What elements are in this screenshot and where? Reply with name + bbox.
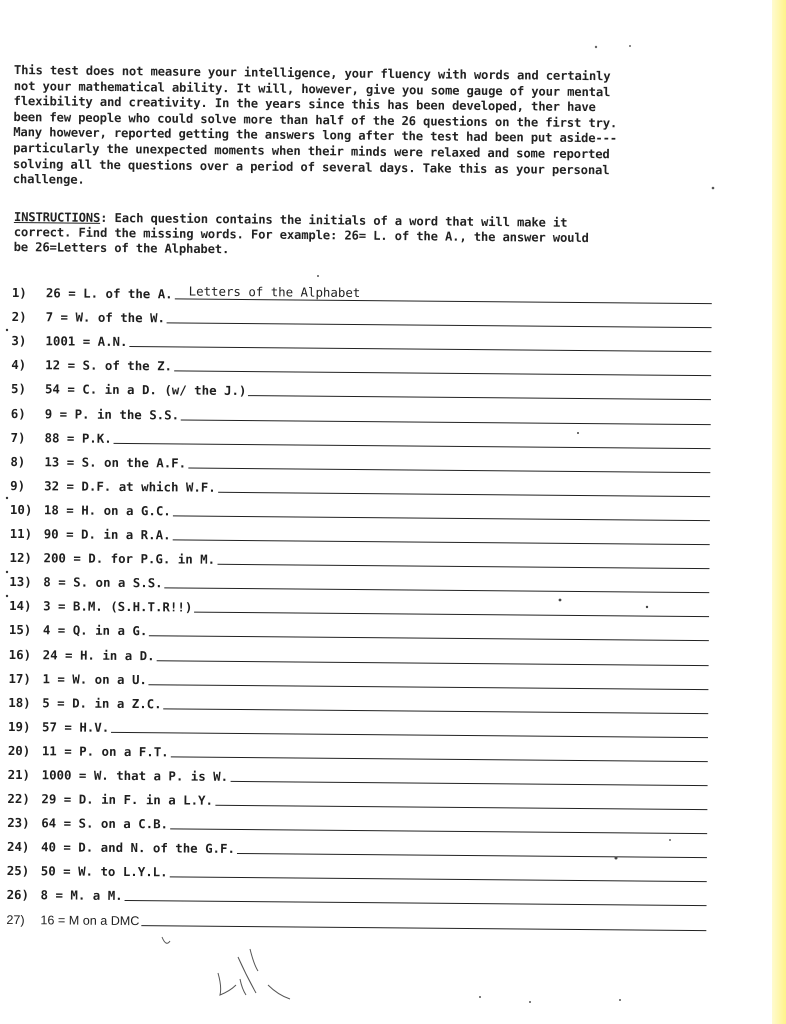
question-number: 3) bbox=[11, 333, 27, 349]
question-text: 50 = W. to L.Y.L. bbox=[40, 863, 168, 880]
question-number: 16) bbox=[8, 646, 32, 662]
question-number: 23) bbox=[7, 815, 30, 831]
question-text: 12 = S. of the Z. bbox=[45, 357, 173, 374]
question-text: 54 = C. in a D. (w/ the J.) bbox=[44, 381, 247, 399]
question-number: 25) bbox=[6, 863, 30, 879]
question-number: 5) bbox=[10, 381, 27, 397]
question-text: 3 = B.M. (S.H.T.R!!) bbox=[43, 598, 193, 615]
question-number: 6) bbox=[10, 405, 26, 421]
intro-paragraph: This test does not measure your intelligence, your fluency with words and certainly not your mathematical ability. It will, however, give you some gauge of your mental flexibility and creativity. In the years since this has been developed, ther have been few people who could solve more than half of the 26 questions on the first try. Many however, reported getting the answers long after the test had been put aside--- particularly the unexpected moments when their minds were relaxed and some reported solving all the questions over a period of several days. Take this as your personal challenge. bbox=[12, 63, 618, 187]
question-number: 17) bbox=[8, 670, 31, 686]
question-text: 90 = D. in a R.A. bbox=[43, 526, 171, 543]
question-number: 7) bbox=[10, 429, 26, 445]
question-number: 4) bbox=[11, 357, 27, 373]
question-text: 7 = W. of the W. bbox=[45, 309, 166, 326]
question-number: 19) bbox=[8, 718, 31, 734]
question-text: 1000 = W. that a P. is W. bbox=[41, 767, 229, 784]
question-text: 8 = M. a M. bbox=[40, 887, 123, 904]
question-text: 13 = S. on the A.F. bbox=[44, 454, 187, 471]
question-text: 18 = H. on a G.C. bbox=[43, 502, 171, 519]
question-text: 5 = D. in a Z.C. bbox=[42, 694, 162, 712]
question-number: 22) bbox=[7, 791, 30, 807]
question-number: 13) bbox=[9, 574, 32, 590]
question-number: 26) bbox=[6, 887, 30, 903]
question-text: 9 = P. in the S.S. bbox=[44, 405, 180, 423]
question-number: 2) bbox=[11, 309, 27, 325]
question-text: 57 = H.V. bbox=[42, 719, 110, 735]
question-text: 8 = S. on a S.S. bbox=[43, 574, 163, 591]
question-number: 8) bbox=[10, 453, 26, 469]
question-number: 20) bbox=[7, 742, 31, 759]
question-text: 29 = D. in F. in a L.Y. bbox=[41, 791, 214, 808]
question-number: 10) bbox=[9, 501, 33, 518]
question-number: 9) bbox=[10, 477, 26, 493]
question-text: 24 = H. in a D. bbox=[42, 646, 155, 663]
answer-line[interactable]: Letters of the Alphabet bbox=[175, 285, 712, 305]
question-number: 1) bbox=[11, 285, 27, 301]
question-number: 12) bbox=[9, 550, 32, 566]
instructions-label: INSTRUCTIONS bbox=[13, 210, 101, 225]
question-text: 4 = Q. in a G. bbox=[42, 622, 148, 639]
question-number: 15) bbox=[8, 622, 32, 638]
question-text: 16 = M on a DMC bbox=[40, 912, 140, 928]
question-text: 88 = P.K. bbox=[44, 429, 112, 446]
question-number: 24) bbox=[6, 839, 30, 855]
question-number: 14) bbox=[9, 598, 32, 614]
question-text: 40 = D. and N. of the G.F. bbox=[40, 839, 236, 857]
question-text: 200 = D. for P.G. in M. bbox=[43, 550, 216, 567]
question-text: 11 = P. on a F.T. bbox=[41, 743, 169, 760]
question-number: 11) bbox=[9, 526, 33, 542]
instructions-text: : Each question contains the initials of a word that will make it correct. Find the missing words. For example: 26= L. of the A., the answer would be 26=Letters of the Alphabet. bbox=[13, 210, 589, 257]
question-number: 27) bbox=[6, 912, 25, 927]
question-text: 64 = S. on a C.B. bbox=[41, 815, 169, 832]
question-text: 1001 = A.N. bbox=[45, 333, 128, 350]
question-text: 26 = L. of the A. bbox=[45, 285, 173, 302]
question-number: 21) bbox=[7, 766, 31, 783]
question-text: 32 = D.F. at which W.F. bbox=[44, 478, 216, 495]
question-number: 18) bbox=[8, 694, 31, 710]
question-text: 1 = W. on a U. bbox=[42, 670, 147, 687]
